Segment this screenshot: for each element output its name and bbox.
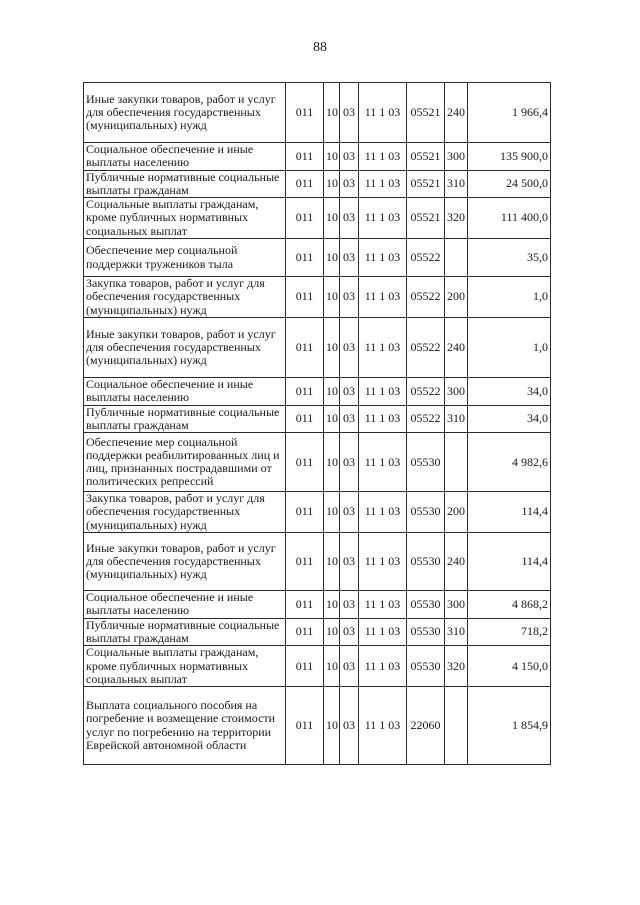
target-item-cell: 05521 — [407, 143, 445, 171]
expense-type-cell: 300 — [445, 143, 468, 171]
subsection-code-cell: 03 — [340, 405, 359, 433]
row-name-cell: Обеспечение мер социальной поддержки реабилитированных лиц и лиц, признанных пострадавшими от политических репрессий — [84, 433, 286, 492]
expense-type-cell — [445, 687, 468, 765]
page-number: 88 — [313, 40, 327, 55]
subsection-code-cell: 03 — [340, 618, 359, 646]
target-item-cell: 05521 — [407, 170, 445, 198]
subsection-code-cell: 03 — [340, 492, 359, 533]
section-code-cell: 10 — [324, 433, 340, 492]
row-name-cell: Публичные нормативные социальные выплаты гражданам — [84, 405, 286, 433]
section-code-cell: 10 — [324, 277, 340, 318]
row-name-cell: Социальное обеспечение и иные выплаты населению — [84, 377, 286, 405]
expense-type-cell: 320 — [445, 198, 468, 239]
table-body — [84, 83, 551, 765]
program-code-cell: 11 1 03 — [359, 277, 407, 318]
subsection-code-cell: 03 — [340, 377, 359, 405]
section-code-cell: 10 — [324, 198, 340, 239]
program-code-cell: 11 1 03 — [359, 533, 407, 591]
section-code-cell: 10 — [324, 170, 340, 198]
target-item-cell: 05522 — [407, 405, 445, 433]
target-item-cell: 05522 — [407, 277, 445, 318]
row-name-cell: Выплата социального пособия на погребение и возмещение стоимости услуг по погребению на территории Еврейской автономной области — [84, 687, 286, 765]
subsection-code-cell: 03 — [340, 646, 359, 687]
amount-cell: 4 982,6 — [468, 433, 551, 492]
program-code-cell: 11 1 03 — [359, 198, 407, 239]
target-item-cell: 05522 — [407, 239, 445, 277]
subsection-code-cell: 03 — [340, 533, 359, 591]
program-code-cell: 11 1 03 — [359, 591, 407, 619]
expense-type-cell: 240 — [445, 533, 468, 591]
subsection-code-cell: 03 — [340, 143, 359, 171]
program-code-cell: 11 1 03 — [359, 239, 407, 277]
ministry-code-cell: 011 — [286, 239, 324, 277]
expense-type-cell: 300 — [445, 591, 468, 619]
table-row — [84, 433, 551, 492]
amount-cell: 4 150,0 — [468, 646, 551, 687]
amount-cell: 111 400,0 — [468, 198, 551, 239]
ministry-code-cell: 011 — [286, 143, 324, 171]
table-row — [84, 317, 551, 377]
amount-cell: 1 854,9 — [468, 687, 551, 765]
row-name-cell: Публичные нормативные социальные выплаты гражданам — [84, 618, 286, 646]
row-name-cell: Закупка товаров, работ и услуг для обеспечения государственных (муниципальных) нужд — [84, 277, 286, 318]
section-code-cell: 10 — [324, 143, 340, 171]
ministry-code-cell: 011 — [286, 317, 324, 377]
target-item-cell: 05521 — [407, 198, 445, 239]
subsection-code-cell: 03 — [340, 591, 359, 619]
section-code-cell: 10 — [324, 591, 340, 619]
row-name-cell: Социальные выплаты гражданам, кроме публичных нормативных социальных выплат — [84, 646, 286, 687]
ministry-code-cell: 011 — [286, 533, 324, 591]
section-code-cell: 10 — [324, 405, 340, 433]
target-item-cell: 05522 — [407, 377, 445, 405]
program-code-cell: 11 1 03 — [359, 687, 407, 765]
amount-cell: 4 868,2 — [468, 591, 551, 619]
expense-type-cell: 320 — [445, 646, 468, 687]
table-row — [84, 618, 551, 646]
amount-cell: 114,4 — [468, 492, 551, 533]
row-name-cell: Публичные нормативные социальные выплаты гражданам — [84, 170, 286, 198]
table-row — [84, 492, 551, 533]
ministry-code-cell: 011 — [286, 618, 324, 646]
amount-cell: 35,0 — [468, 239, 551, 277]
target-item-cell: 05530 — [407, 591, 445, 619]
expense-type-cell: 310 — [445, 618, 468, 646]
target-item-cell: 05521 — [407, 83, 445, 143]
expense-type-cell: 200 — [445, 277, 468, 318]
expense-type-cell: 310 — [445, 170, 468, 198]
ministry-code-cell: 011 — [286, 687, 324, 765]
ministry-code-cell: 011 — [286, 492, 324, 533]
expense-type-cell — [445, 239, 468, 277]
section-code-cell: 10 — [324, 618, 340, 646]
program-code-cell: 11 1 03 — [359, 83, 407, 143]
subsection-code-cell: 03 — [340, 239, 359, 277]
row-name-cell: Иные закупки товаров, работ и услуг для обеспечения государственных (муниципальных) нужд — [84, 317, 286, 377]
table-row — [84, 405, 551, 433]
program-code-cell: 11 1 03 — [359, 405, 407, 433]
row-name-cell: Социальное обеспечение и иные выплаты населению — [84, 143, 286, 171]
row-name-cell: Социальное обеспечение и иные выплаты населению — [84, 591, 286, 619]
table-row — [84, 687, 551, 765]
ministry-code-cell: 011 — [286, 591, 324, 619]
table-row — [84, 83, 551, 143]
section-code-cell: 10 — [324, 377, 340, 405]
expense-type-cell: 310 — [445, 405, 468, 433]
amount-cell: 1,0 — [468, 317, 551, 377]
table-row — [84, 377, 551, 405]
amount-cell: 34,0 — [468, 377, 551, 405]
expense-type-cell — [445, 433, 468, 492]
ministry-code-cell: 011 — [286, 646, 324, 687]
amount-cell: 1 966,4 — [468, 83, 551, 143]
amount-cell: 24 500,0 — [468, 170, 551, 198]
table-row — [84, 198, 551, 239]
expense-type-cell: 200 — [445, 492, 468, 533]
target-item-cell: 05530 — [407, 433, 445, 492]
section-code-cell: 10 — [324, 317, 340, 377]
target-item-cell: 05530 — [407, 618, 445, 646]
target-item-cell: 05530 — [407, 646, 445, 687]
program-code-cell: 11 1 03 — [359, 143, 407, 171]
ministry-code-cell: 011 — [286, 198, 324, 239]
subsection-code-cell: 03 — [340, 277, 359, 318]
ministry-code-cell: 011 — [286, 377, 324, 405]
ministry-code-cell: 011 — [286, 277, 324, 318]
target-item-cell: 05530 — [407, 533, 445, 591]
amount-cell: 34,0 — [468, 405, 551, 433]
amount-cell: 114,4 — [468, 533, 551, 591]
table-row — [84, 170, 551, 198]
subsection-code-cell: 03 — [340, 198, 359, 239]
subsection-code-cell: 03 — [340, 83, 359, 143]
section-code-cell: 10 — [324, 687, 340, 765]
row-name-cell: Иные закупки товаров, работ и услуг для обеспечения государственных (муниципальных) нужд — [84, 533, 286, 591]
program-code-cell: 11 1 03 — [359, 492, 407, 533]
expense-type-cell: 240 — [445, 317, 468, 377]
row-name-cell: Закупка товаров, работ и услуг для обеспечения государственных (муниципальных) нужд — [84, 492, 286, 533]
subsection-code-cell: 03 — [340, 170, 359, 198]
subsection-code-cell: 03 — [340, 317, 359, 377]
program-code-cell: 11 1 03 — [359, 433, 407, 492]
row-name-cell: Обеспечение мер социальной поддержки тружеников тыла — [84, 239, 286, 277]
table-row — [84, 533, 551, 591]
amount-cell: 1,0 — [468, 277, 551, 318]
section-code-cell: 10 — [324, 646, 340, 687]
table-row — [84, 143, 551, 171]
target-item-cell: 05522 — [407, 317, 445, 377]
program-code-cell: 11 1 03 — [359, 317, 407, 377]
ministry-code-cell: 011 — [286, 433, 324, 492]
section-code-cell: 10 — [324, 492, 340, 533]
ministry-code-cell: 011 — [286, 170, 324, 198]
table-row — [84, 646, 551, 687]
section-code-cell: 10 — [324, 239, 340, 277]
expense-type-cell: 300 — [445, 377, 468, 405]
section-code-cell: 10 — [324, 533, 340, 591]
row-name-cell: Иные закупки товаров, работ и услуг для обеспечения государственных (муниципальных) нужд — [84, 83, 286, 143]
table-row — [84, 591, 551, 619]
table-row — [84, 277, 551, 318]
expense-type-cell: 240 — [445, 83, 468, 143]
program-code-cell: 11 1 03 — [359, 170, 407, 198]
program-code-cell: 11 1 03 — [359, 377, 407, 405]
ministry-code-cell: 011 — [286, 405, 324, 433]
program-code-cell: 11 1 03 — [359, 646, 407, 687]
program-code-cell: 11 1 03 — [359, 618, 407, 646]
amount-cell: 718,2 — [468, 618, 551, 646]
target-item-cell: 22060 — [407, 687, 445, 765]
row-name-cell: Социальные выплаты гражданам, кроме публичных нормативных социальных выплат — [84, 198, 286, 239]
subsection-code-cell: 03 — [340, 687, 359, 765]
ministry-code-cell: 011 — [286, 83, 324, 143]
budget-table — [83, 82, 551, 765]
amount-cell: 135 900,0 — [468, 143, 551, 171]
subsection-code-cell: 03 — [340, 433, 359, 492]
target-item-cell: 05530 — [407, 492, 445, 533]
table-row — [84, 239, 551, 277]
section-code-cell: 10 — [324, 83, 340, 143]
